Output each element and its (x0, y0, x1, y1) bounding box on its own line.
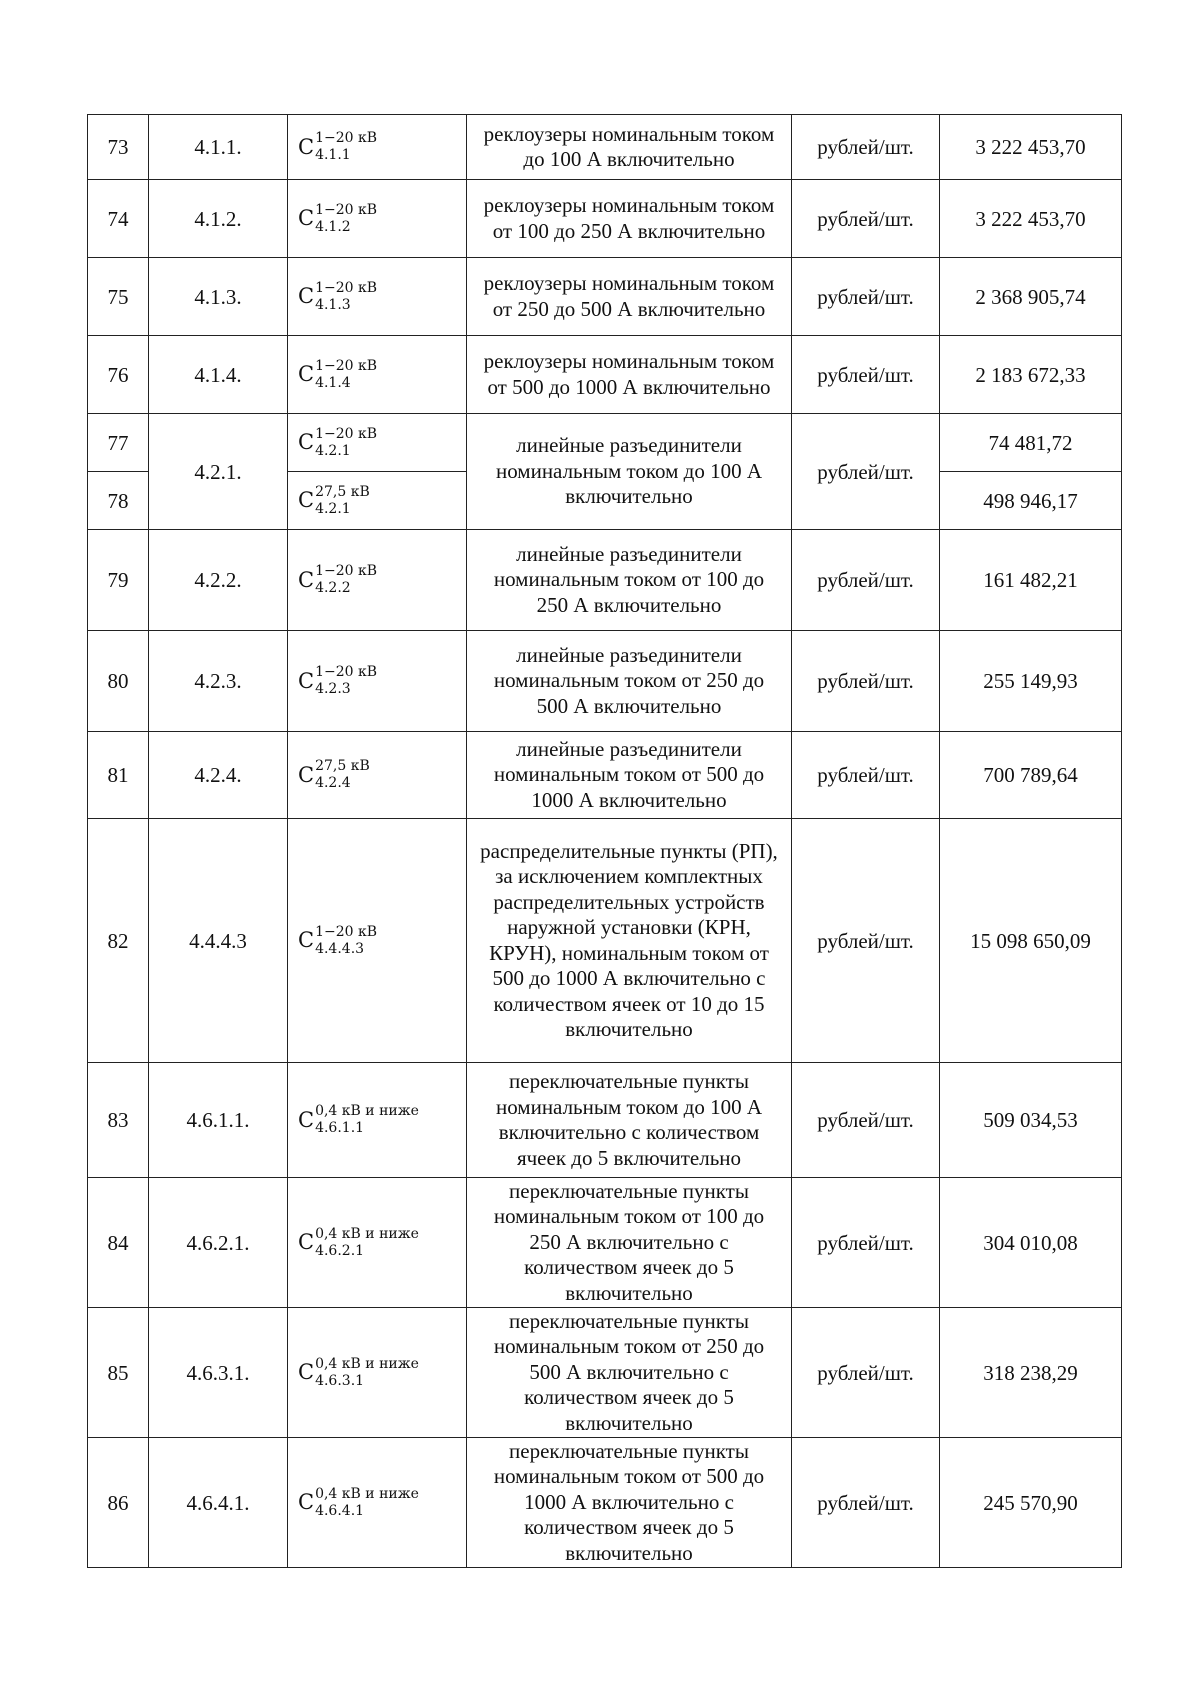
rate-symbol: C 1−20 кВ 4.1.3 (288, 258, 467, 336)
row-number: 79 (88, 530, 149, 631)
table-row (88, 414, 1122, 472)
rate-symbol: C 1−20 кВ 4.2.2 (288, 530, 467, 631)
unit: рублей/шт. (792, 631, 940, 732)
row-number: 80 (88, 631, 149, 732)
price-value: 498 946,17 (940, 472, 1122, 530)
row-number: 84 (88, 1178, 149, 1308)
row-number: 83 (88, 1063, 149, 1178)
item-description: переключательные пункты номинальным током от 250 до 500 А включительно с количеством ячеек до 5 включительно (467, 1308, 792, 1438)
row-number: 73 (88, 115, 149, 180)
row-number: 77 (88, 414, 149, 472)
item-code: 4.1.2. (149, 180, 288, 258)
row-number: 78 (88, 472, 149, 530)
table-row (88, 258, 1122, 336)
row-number: 74 (88, 180, 149, 258)
row-number: 76 (88, 336, 149, 414)
rate-symbol: C 0,4 кВ и ниже 4.6.1.1 (288, 1063, 467, 1178)
price-value: 255 149,93 (940, 631, 1122, 732)
price-value: 245 570,90 (940, 1438, 1122, 1568)
unit: рублей/шт. (792, 258, 940, 336)
price-value: 700 789,64 (940, 732, 1122, 819)
item-code: 4.6.4.1. (149, 1438, 288, 1568)
unit: рублей/шт. (792, 530, 940, 631)
table-row (88, 336, 1122, 414)
item-description: переключательные пункты номинальным током от 500 до 1000 А включительно с количеством ячеек до 5 включительно (467, 1438, 792, 1568)
item-description: линейные разъединители номинальным током от 250 до 500 А включительно (467, 631, 792, 732)
price-value: 3 222 453,70 (940, 115, 1122, 180)
item-code: 4.4.4.3 (149, 819, 288, 1063)
table-row (88, 1063, 1122, 1178)
item-description: реклоузеры номинальным током от 250 до 500 А включительно (467, 258, 792, 336)
unit: рублей/шт. (792, 819, 940, 1063)
rates-table (87, 114, 1122, 1568)
item-code: 4.2.1. (149, 414, 288, 530)
item-description: переключательные пункты номинальным током от 100 до 250 А включительно с количеством ячеек до 5 включительно (467, 1178, 792, 1308)
item-code: 4.2.3. (149, 631, 288, 732)
unit: рублей/шт. (792, 732, 940, 819)
table-row (88, 1178, 1122, 1308)
rate-symbol: C 1−20 кВ 4.2.3 (288, 631, 467, 732)
item-description: линейные разъединители номинальным током до 100 А включительно (467, 414, 792, 530)
unit: рублей/шт. (792, 336, 940, 414)
item-code: 4.6.3.1. (149, 1308, 288, 1438)
unit: рублей/шт. (792, 1438, 940, 1568)
table-row (88, 732, 1122, 819)
item-code: 4.1.1. (149, 115, 288, 180)
row-number: 81 (88, 732, 149, 819)
table-row (88, 1308, 1122, 1438)
price-value: 2 368 905,74 (940, 258, 1122, 336)
item-code: 4.2.4. (149, 732, 288, 819)
price-value: 304 010,08 (940, 1178, 1122, 1308)
table-row (88, 180, 1122, 258)
rate-symbol: C 0,4 кВ и ниже 4.6.2.1 (288, 1178, 467, 1308)
item-description: распределительные пункты (РП), за исключением комплектных распределительных устройств наружной установки (КРН, КРУН), номинальным током от 500 до 1000 А включительно с количеством ячеек от 10 до 15 включительно (467, 819, 792, 1063)
row-number: 82 (88, 819, 149, 1063)
price-value: 318 238,29 (940, 1308, 1122, 1438)
unit: рублей/шт. (792, 1063, 940, 1178)
item-code: 4.6.2.1. (149, 1178, 288, 1308)
rate-symbol: C 0,4 кВ и ниже 4.6.3.1 (288, 1308, 467, 1438)
item-description: переключательные пункты номинальным током до 100 А включительно с количеством ячеек до 5 включительно (467, 1063, 792, 1178)
price-value: 74 481,72 (940, 414, 1122, 472)
item-description: реклоузеры номинальным током от 100 до 250 А включительно (467, 180, 792, 258)
rate-symbol: C 1−20 кВ 4.2.1 (288, 414, 467, 472)
item-code: 4.2.2. (149, 530, 288, 631)
item-code: 4.1.3. (149, 258, 288, 336)
rate-symbol: C 1−20 кВ 4.1.4 (288, 336, 467, 414)
rate-symbol: C 0,4 кВ и ниже 4.6.4.1 (288, 1438, 467, 1568)
table-row (88, 631, 1122, 732)
unit: рублей/шт. (792, 1178, 940, 1308)
price-value: 15 098 650,09 (940, 819, 1122, 1063)
unit: рублей/шт. (792, 115, 940, 180)
unit: рублей/шт. (792, 1308, 940, 1438)
item-description: реклоузеры номинальным током от 500 до 1000 А включительно (467, 336, 792, 414)
row-number: 86 (88, 1438, 149, 1568)
unit: рублей/шт. (792, 180, 940, 258)
price-value: 2 183 672,33 (940, 336, 1122, 414)
item-code: 4.6.1.1. (149, 1063, 288, 1178)
rate-symbol: C 1−20 кВ 4.4.4.3 (288, 819, 467, 1063)
rate-symbol: C 27,5 кВ 4.2.1 (288, 472, 467, 530)
price-value: 3 222 453,70 (940, 180, 1122, 258)
item-description: линейные разъединители номинальным током от 100 до 250 А включительно (467, 530, 792, 631)
rate-symbol: C 1−20 кВ 4.1.1 (288, 115, 467, 180)
table-row (88, 1438, 1122, 1568)
table-row (88, 819, 1122, 1063)
price-value: 509 034,53 (940, 1063, 1122, 1178)
rate-symbol: C 27,5 кВ 4.2.4 (288, 732, 467, 819)
price-value: 161 482,21 (940, 530, 1122, 631)
rate-symbol: C 1−20 кВ 4.1.2 (288, 180, 467, 258)
row-number: 75 (88, 258, 149, 336)
item-description: реклоузеры номинальным током до 100 А включительно (467, 115, 792, 180)
row-number: 85 (88, 1308, 149, 1438)
unit: рублей/шт. (792, 414, 940, 530)
item-code: 4.1.4. (149, 336, 288, 414)
table-row (88, 115, 1122, 180)
item-description: линейные разъединители номинальным током от 500 до 1000 А включительно (467, 732, 792, 819)
table-row (88, 530, 1122, 631)
